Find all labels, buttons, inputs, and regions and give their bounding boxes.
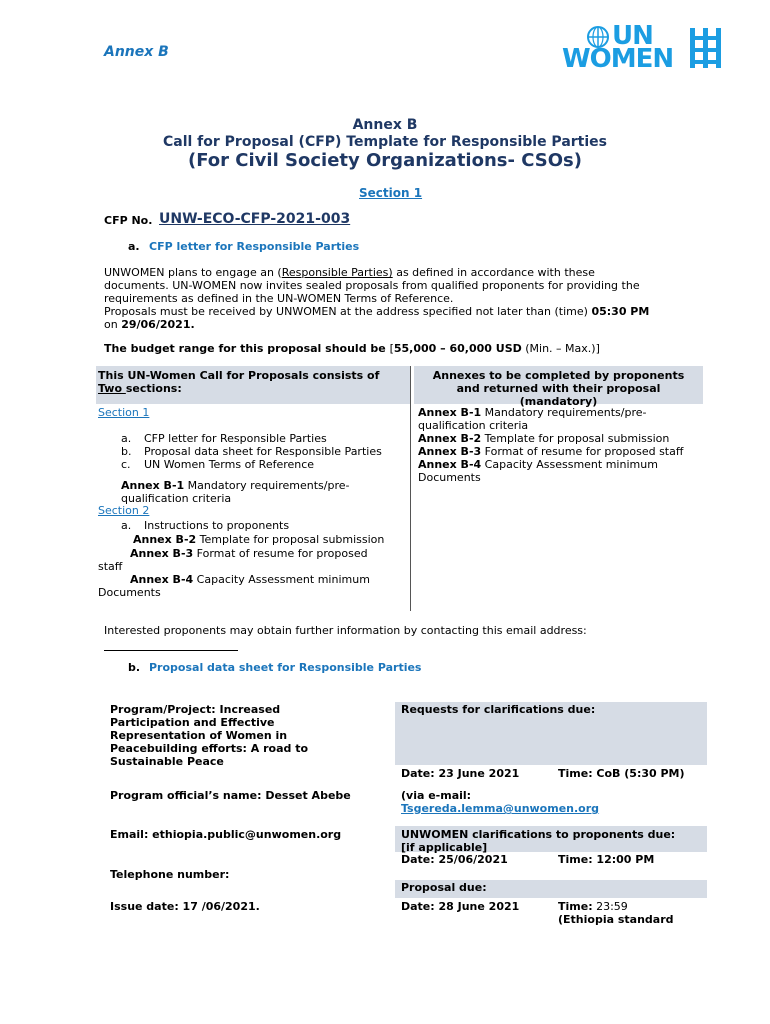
intro-paragraph: UNWOMEN plans to engage an (Responsible Parties) as defined in accordance with these documents. UN-WOMEN now invites sealed proposals from qualified proponents for providing the requirements as defined in the UN-WOMEN Terms of Reference. Proposals must be received by UNWOMEN at the address specified not later than (time) 05:30 PM on 29/06/2021. xyxy=(104,266,650,331)
logo-women-text: WOMEN xyxy=(562,44,674,74)
email-blank-line xyxy=(104,650,238,651)
title-call-for-proposal: Call for Proposal (CFP) Template for Responsible Parties xyxy=(162,134,607,150)
part-a-heading: CFP letter for Responsible Parties xyxy=(149,240,360,253)
telephone-label: Telephone number: xyxy=(110,868,230,881)
table-right-header: Annexes to be completed by proponents and returned with their proposal (mandatory) xyxy=(432,369,685,408)
title-annex-b: Annex B xyxy=(352,117,418,133)
program-official: Program official’s name: Desset Abebe xyxy=(110,789,351,802)
part-a-marker: a. xyxy=(128,240,140,253)
part-b-marker: b. xyxy=(128,661,141,674)
unw-clarifications: UNWOMEN clarifications to proponents due: [if applicable] xyxy=(401,828,676,854)
equality-symbol-icon xyxy=(688,26,724,70)
table-section-2-link[interactable]: Section 2 xyxy=(98,504,150,517)
section-1-list xyxy=(121,432,382,471)
section-1-link[interactable]: Section 1 xyxy=(359,186,423,200)
due-date: Date: 28 June 2021 xyxy=(401,900,520,913)
list-item: a. CFP letter for Responsible Parties xyxy=(121,432,327,445)
annex-b3-left: Annex B-3 Format of resume for proposed staff xyxy=(98,547,368,573)
responsible-parties-link[interactable]: Responsible Parties) xyxy=(281,266,393,279)
part-b-heading: Proposal data sheet for Responsible Parties xyxy=(149,661,422,674)
annex-b1-left: Annex B-1 Mandatory requirements/pre- qualification criteria xyxy=(121,479,350,505)
budget-range: The budget range for this proposal should be [55,000 – 60,000 USD (Min. – Max.)] xyxy=(104,342,600,355)
via-email: (via e-mail: xyxy=(401,789,472,802)
table-divider xyxy=(410,366,411,611)
cfp-label: CFP No. xyxy=(104,214,153,227)
list-item: c. UN Women Terms of Reference xyxy=(121,458,315,471)
deadline-date: 29/06/2021. xyxy=(121,318,195,331)
contact-line: Interested proponents may obtain further information by contacting this email address: xyxy=(104,624,587,637)
due-time: Time: 23:59 (Ethiopia standard xyxy=(558,900,674,926)
proposal-due-label: Proposal due: xyxy=(401,881,487,894)
table-left-header: This UN-Women Call for Proposals consists of Two sections: xyxy=(98,369,380,395)
annex-header-label: Annex B xyxy=(104,44,169,60)
annex-list-right: Annex B-1 Mandatory requirements/pre- qualification criteria Annex B-2 Template for proposal submission Annex B-3 Format of resume for proposed staff Annex B-4 Capacity Assessment minimum Documents xyxy=(418,406,684,484)
program-project: Program/Project: Increased Participation and Effective Representation of Women in Peacebuilding efforts: A road to Sustainable Peace xyxy=(110,703,309,768)
clarif-time: Time: CoB (5:30 PM) xyxy=(558,767,685,780)
annex-b2-left: Annex B-2 Template for proposal submission xyxy=(133,533,385,546)
list-item: b. Proposal data sheet for Responsible Parties xyxy=(121,445,382,458)
email-label: Email: ethiopia.public@unwomen.org xyxy=(110,828,342,841)
clarifications-label: Requests for clarifications due: xyxy=(401,703,596,716)
unw-clarif-date: Date: 25/06/2021 xyxy=(401,853,508,866)
cfp-number: UNW-ECO-CFP-2021-003 xyxy=(159,211,351,227)
budget-value: 55,000 – 60,000 USD xyxy=(393,342,522,355)
issue-date: Issue date: 17 /06/2021. xyxy=(110,900,260,913)
section-2-item: a. Instructions to proponents xyxy=(121,519,290,532)
clarif-date: Date: 23 June 2021 xyxy=(401,767,520,780)
logo-un-text: UN xyxy=(612,21,653,51)
table-section-1-link[interactable]: Section 1 xyxy=(98,406,150,419)
deadline-time: 05:30 PM xyxy=(591,305,650,318)
contact-email-link[interactable]: Tsgereda.lemma@unwomen.org xyxy=(401,802,600,815)
annex-b4-left: Annex B-4 Capacity Assessment minimum Documents xyxy=(98,573,370,599)
title-cso: (For Civil Society Organizations- CSOs) xyxy=(188,150,582,171)
unw-clarif-time: Time: 12:00 PM xyxy=(558,853,655,866)
